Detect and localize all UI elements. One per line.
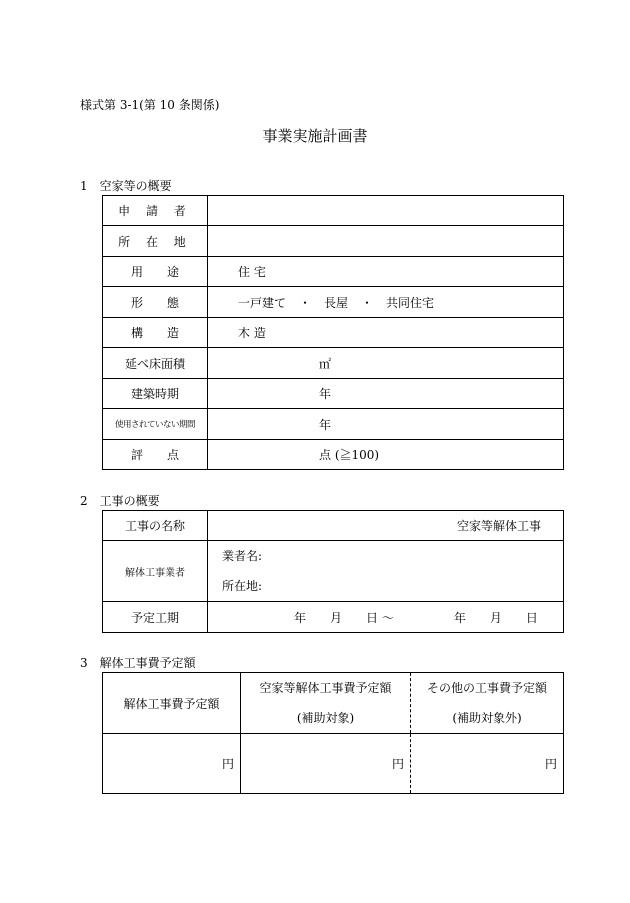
option-separator: ・ — [299, 295, 312, 310]
work-name-label: 工事の名称 — [103, 511, 208, 541]
table-row — [103, 348, 564, 379]
table-row — [103, 409, 564, 440]
other-cost-value[interactable]: 円 — [411, 734, 564, 794]
score-value[interactable]: 点 (≧100) — [208, 440, 564, 470]
section1-heading: 1 空家等の概要 — [80, 179, 172, 193]
location-label: 所 在 地 — [103, 226, 208, 257]
build-date-value[interactable]: 年 — [208, 379, 564, 409]
table-row — [103, 196, 564, 226]
table-row — [103, 602, 564, 633]
total-cost-value[interactable]: 円 — [103, 734, 241, 794]
work-name-value: 空家等解体工事 — [208, 511, 564, 541]
table-row — [103, 541, 564, 602]
subsidized-cost-note: (補助対象) — [296, 711, 355, 725]
table-row — [103, 440, 564, 470]
period-label: 予定工期 — [103, 602, 208, 633]
contractor-address-field[interactable]: 所在地: — [222, 579, 263, 593]
subsidized-cost-header — [241, 673, 411, 734]
table-row — [103, 511, 564, 541]
contractor-details — [208, 541, 564, 602]
table-row — [103, 734, 564, 794]
applicant-label: 申 請 者 — [103, 196, 208, 226]
table-row — [103, 257, 564, 287]
period-value[interactable]: 年 月 日 ～ 年 月 日 — [208, 602, 564, 633]
vacant-period-label: 使用されていない期間 — [103, 409, 208, 440]
option-detached[interactable]: 一戸建て — [238, 295, 287, 310]
build-date-label: 建築時期 — [103, 379, 208, 409]
score-label: 評 点 — [103, 440, 208, 470]
structure-value: 木 造 — [208, 318, 564, 348]
subsidized-cost-title: 空家等解体工事費予定額 — [259, 681, 392, 695]
table-row — [103, 226, 564, 257]
section3-heading: 3 解体工事費予定額 — [80, 656, 196, 670]
other-cost-header — [411, 673, 564, 734]
overview-table — [102, 195, 564, 470]
other-cost-note: (補助対象外) — [452, 711, 522, 725]
subsidized-cost-value[interactable]: 円 — [241, 734, 411, 794]
table-row — [103, 318, 564, 348]
form-number: 様式第 3-1(第 10 条関係) — [80, 98, 220, 112]
option-apartment[interactable]: 共同住宅 — [386, 295, 435, 310]
usage-value: 住 宅 — [208, 257, 564, 287]
other-cost-title: その他の工事費予定額 — [426, 681, 547, 695]
form-type-label: 形 態 — [103, 287, 208, 318]
vacant-period-value[interactable]: 年 — [208, 409, 564, 440]
cost-table — [102, 672, 564, 794]
table-row — [103, 287, 564, 318]
contractor-name-field[interactable]: 業者名: — [222, 549, 263, 563]
table-row — [103, 379, 564, 409]
floor-area-label: 延べ床面積 — [103, 348, 208, 379]
form-type-options — [208, 287, 564, 318]
option-row-house[interactable]: 長屋 — [324, 295, 349, 310]
usage-label: 用 途 — [103, 257, 208, 287]
location-value[interactable] — [208, 226, 564, 257]
floor-area-value[interactable]: ㎡ — [208, 348, 564, 379]
option-separator: ・ — [361, 295, 374, 310]
section2-heading: 2 工事の概要 — [80, 494, 160, 508]
structure-label: 構 造 — [103, 318, 208, 348]
work-table — [102, 510, 564, 633]
total-cost-header: 解体工事費予定額 — [103, 673, 241, 734]
applicant-value[interactable] — [208, 196, 564, 226]
contractor-label: 解体工事業者 — [103, 541, 208, 602]
table-row — [103, 673, 564, 734]
document-title: 事業実施計画書 — [262, 127, 368, 145]
